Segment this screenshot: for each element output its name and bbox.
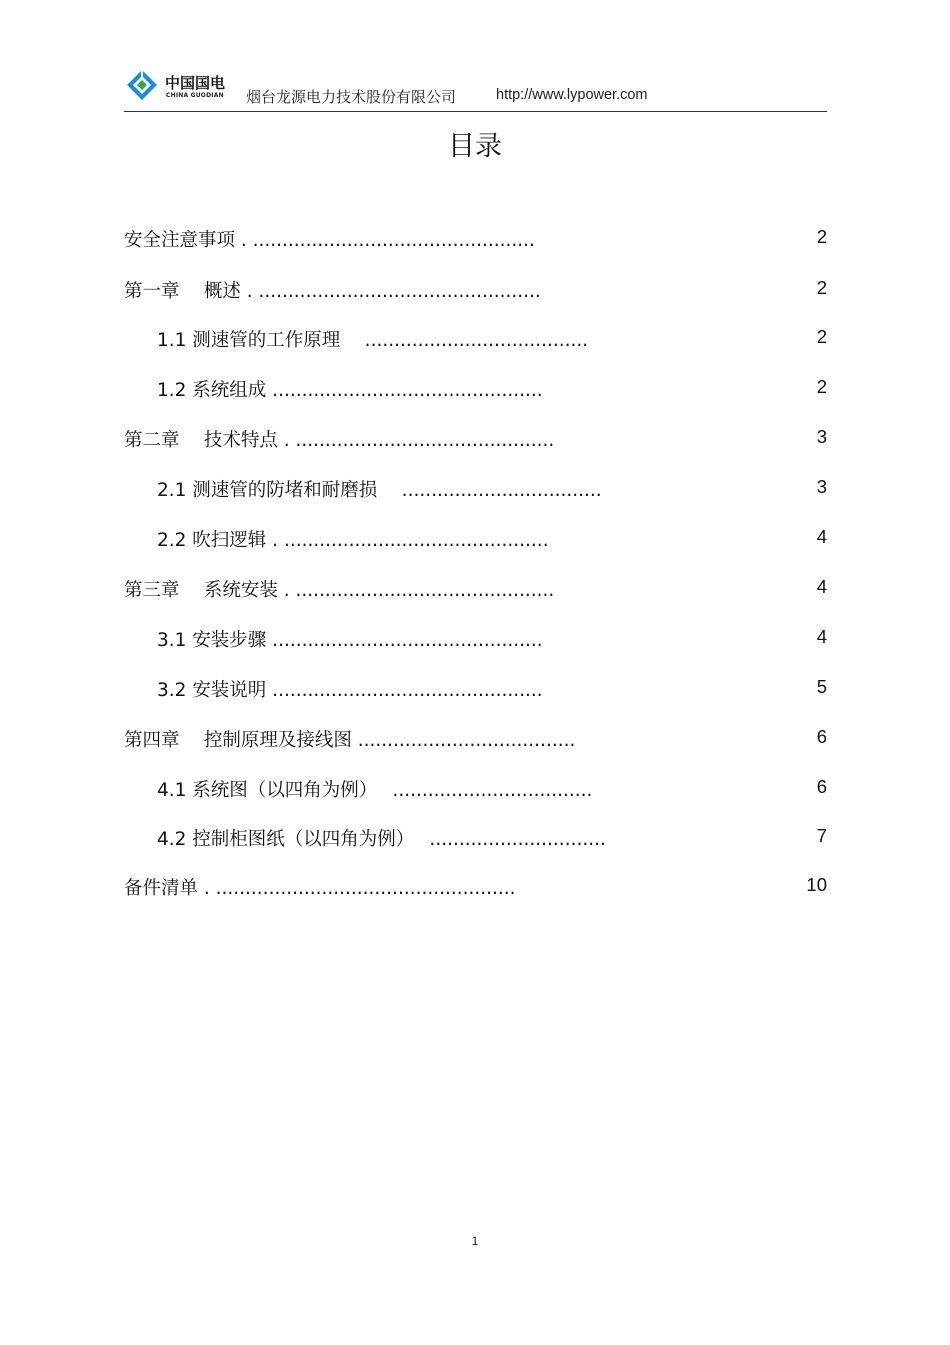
company-name: 烟台龙源电力技术股份有限公司 [246,88,457,106]
toc-entry-page: 5 [816,676,827,697]
toc-entry[interactable] [124,772,827,802]
toc-entry-label: 第三章 系统安装 . ............................................ [124,580,555,601]
header-divider [124,111,827,112]
toc-entry-label: 4.2 控制柜图纸（以四角为例） .............................. [157,829,606,850]
toc-entry-label: 4.1 系统图（以四角为例） .................................. [157,780,593,801]
toc-entry-page: 2 [816,277,827,298]
toc-entry[interactable] [124,722,827,752]
logo-text-cn: 中国国电 [165,74,226,92]
toc-entry[interactable] [124,372,827,402]
toc-entry-label: 第一章 概述 . ................................................ [124,281,541,302]
page-number: 1 [471,1234,479,1248]
toc-entry[interactable] [124,422,827,452]
toc-entry[interactable] [124,273,827,303]
toc-entry[interactable] [124,322,827,352]
toc-entry-label: 第二章 技术特点 . ............................................ [124,430,555,451]
toc-entry-page: 6 [816,776,827,797]
toc-entry-page: 3 [816,476,827,497]
toc-entry-label: 备件清单 . ................................................... [124,878,516,899]
toc-entry-page: 7 [816,825,827,846]
toc-entry[interactable] [124,522,827,552]
toc-entry[interactable] [124,672,827,702]
toc-entry[interactable] [124,472,827,502]
toc-entry-page: 4 [816,626,827,647]
page-title: 目录 [448,131,502,162]
toc-entry[interactable] [124,622,827,652]
toc-entry-page: 10 [806,874,827,895]
toc-entry-label: 第四章 控制原理及接线图 ..................................... [124,730,576,751]
toc-entry-page: 4 [816,576,827,597]
company-url[interactable]: http://www.lypower.com [496,87,648,103]
toc-entry-label: 2.2 吹扫逻辑 . ............................................. [157,530,549,551]
toc-entry-label: 1.2 系统组成 .............................................. [157,380,543,401]
toc-entry-label: 安全注意事项 . ................................................ [124,230,535,251]
company-logo [124,66,229,106]
toc-entry[interactable] [124,821,827,851]
page-header [124,66,827,110]
china-guodian-logo-icon [126,69,158,101]
toc-entry[interactable] [124,572,827,602]
toc-entry-page: 2 [816,376,827,397]
toc-entry[interactable] [124,222,827,252]
toc-entry-page: 2 [816,226,827,247]
toc-entry-label: 2.1 测速管的防堵和耐磨损 .................................. [157,480,602,501]
toc-entry-page: 2 [816,326,827,347]
logo-text-en: CHINA GUODIAN [166,92,224,99]
toc-entry-label: 1.1 测速管的工作原理 ...................................... [157,330,589,351]
toc-entry[interactable] [124,870,827,900]
toc-entry-label: 3.1 安装步骤 .............................................. [157,630,543,651]
toc-entry-page: 4 [816,526,827,547]
toc-entry-label: 3.2 安装说明 .............................................. [157,680,543,701]
toc-entry-page: 3 [816,426,827,447]
toc-entry-page: 6 [816,726,827,747]
